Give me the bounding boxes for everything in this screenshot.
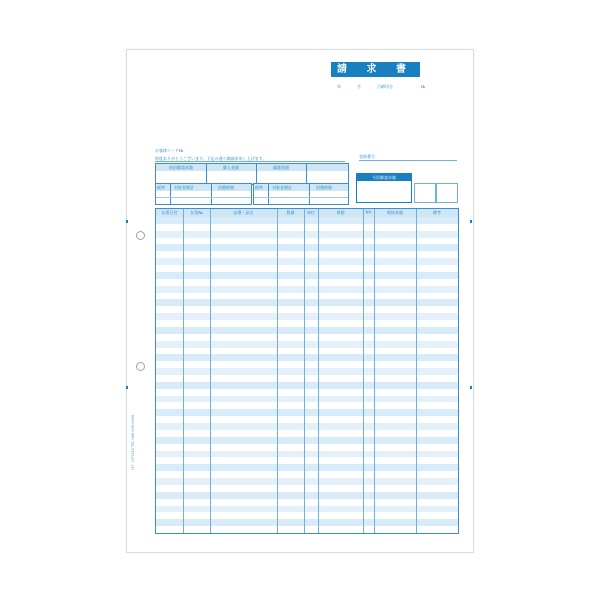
col-header-slip-no: 伝票№ xyxy=(190,210,203,215)
customer-code-label: お客様コード№ xyxy=(155,148,184,153)
table-row xyxy=(156,299,458,306)
date-closing: 締切分 xyxy=(381,84,393,89)
date-day: 日 xyxy=(377,84,381,89)
margin-tick xyxy=(470,386,472,389)
col-header-item: 品番・品名 xyxy=(233,210,254,215)
table-row xyxy=(156,423,458,430)
date-month: 月 xyxy=(357,84,361,89)
margin-tick xyxy=(126,220,128,223)
tax-rate-label: 税率 xyxy=(157,185,165,190)
table-row xyxy=(156,258,458,265)
tax-row-divider xyxy=(254,197,348,198)
table-row xyxy=(156,272,458,279)
tax-divider xyxy=(211,184,212,204)
registration-number-label: 登録番号 xyxy=(359,154,375,159)
col-header-unit: 単位 xyxy=(307,210,315,215)
table-row xyxy=(156,327,458,334)
current-amount-box xyxy=(356,173,412,203)
column-divider xyxy=(304,209,305,533)
summary-divider xyxy=(256,164,257,184)
table-row xyxy=(156,506,458,513)
summary-header-previous: 前回御請求額 xyxy=(169,165,193,170)
table-row xyxy=(156,217,458,224)
table-row xyxy=(156,341,458,348)
column-divider xyxy=(183,209,184,533)
table-row xyxy=(156,451,458,458)
punch-hole-top xyxy=(136,231,145,240)
table-row xyxy=(156,368,458,375)
col-header-date: 伝票日付 xyxy=(161,210,178,215)
column-divider xyxy=(277,209,278,533)
table-row xyxy=(156,409,458,416)
greeting-underline xyxy=(155,161,345,162)
registration-number-line xyxy=(359,160,457,161)
stamp-box-1 xyxy=(414,183,436,203)
table-row xyxy=(156,313,458,320)
table-row xyxy=(156,286,458,293)
current-amount-label: 今回御請求額 xyxy=(357,174,411,181)
tax-amount-label: 消費税額 xyxy=(316,185,332,190)
col-header-qty: 数量 xyxy=(286,210,295,215)
table-row xyxy=(156,519,458,526)
column-divider xyxy=(363,209,364,533)
table-row xyxy=(156,437,458,444)
date-year: 年 xyxy=(337,84,341,89)
tax-divider xyxy=(170,184,171,204)
summary-header-carryover: 繰越金額 xyxy=(273,165,289,170)
summary-header-payment: 御入金額 xyxy=(223,165,239,170)
summary-divider xyxy=(206,164,207,184)
stamp-box-2 xyxy=(436,183,458,203)
summary-divider xyxy=(306,164,307,184)
col-header-tax-rate: 税率 xyxy=(365,210,372,214)
invoice-number-label: № xyxy=(421,84,426,89)
column-divider xyxy=(416,209,417,533)
col-header-remarks: 備考 xyxy=(433,210,441,215)
table-row xyxy=(156,382,458,389)
column-divider xyxy=(374,209,375,533)
table-row xyxy=(156,464,458,471)
tax-rate-label: 税率 xyxy=(255,185,263,190)
margin-tick xyxy=(126,386,128,389)
margin-tick xyxy=(470,220,472,223)
tax-row-divider xyxy=(156,197,251,198)
column-divider xyxy=(318,209,319,533)
table-body xyxy=(156,217,458,533)
page-title: 請 求 書 xyxy=(331,62,420,77)
punch-hole-bottom xyxy=(136,362,145,371)
table-row xyxy=(156,354,458,361)
side-print-code: ﾋｻｺﾞ OP1150 TEL 086-000-0000 xyxy=(131,414,135,470)
detail-table xyxy=(155,208,459,534)
table-row xyxy=(156,478,458,485)
greeting-text: 毎度ありがとうございます。下記の通り御請求申し上げます。 xyxy=(155,156,267,161)
tax-target-label: 対象金額計 xyxy=(272,185,292,190)
table-row xyxy=(156,396,458,403)
tax-target-label: 対象金額計 xyxy=(174,185,194,190)
col-header-amount: 税抜金額 xyxy=(387,210,403,215)
col-header-unit-price: 単価 xyxy=(336,210,345,215)
table-row xyxy=(156,231,458,238)
column-divider xyxy=(210,209,211,533)
tax-divider xyxy=(268,184,269,204)
tax-amount-label: 消費税額 xyxy=(218,185,234,190)
table-row xyxy=(156,492,458,499)
tax-divider xyxy=(309,184,310,204)
tax-box-left xyxy=(155,183,252,205)
previous-summary-box xyxy=(155,163,349,185)
table-row xyxy=(156,244,458,251)
tax-box-right xyxy=(253,183,349,205)
